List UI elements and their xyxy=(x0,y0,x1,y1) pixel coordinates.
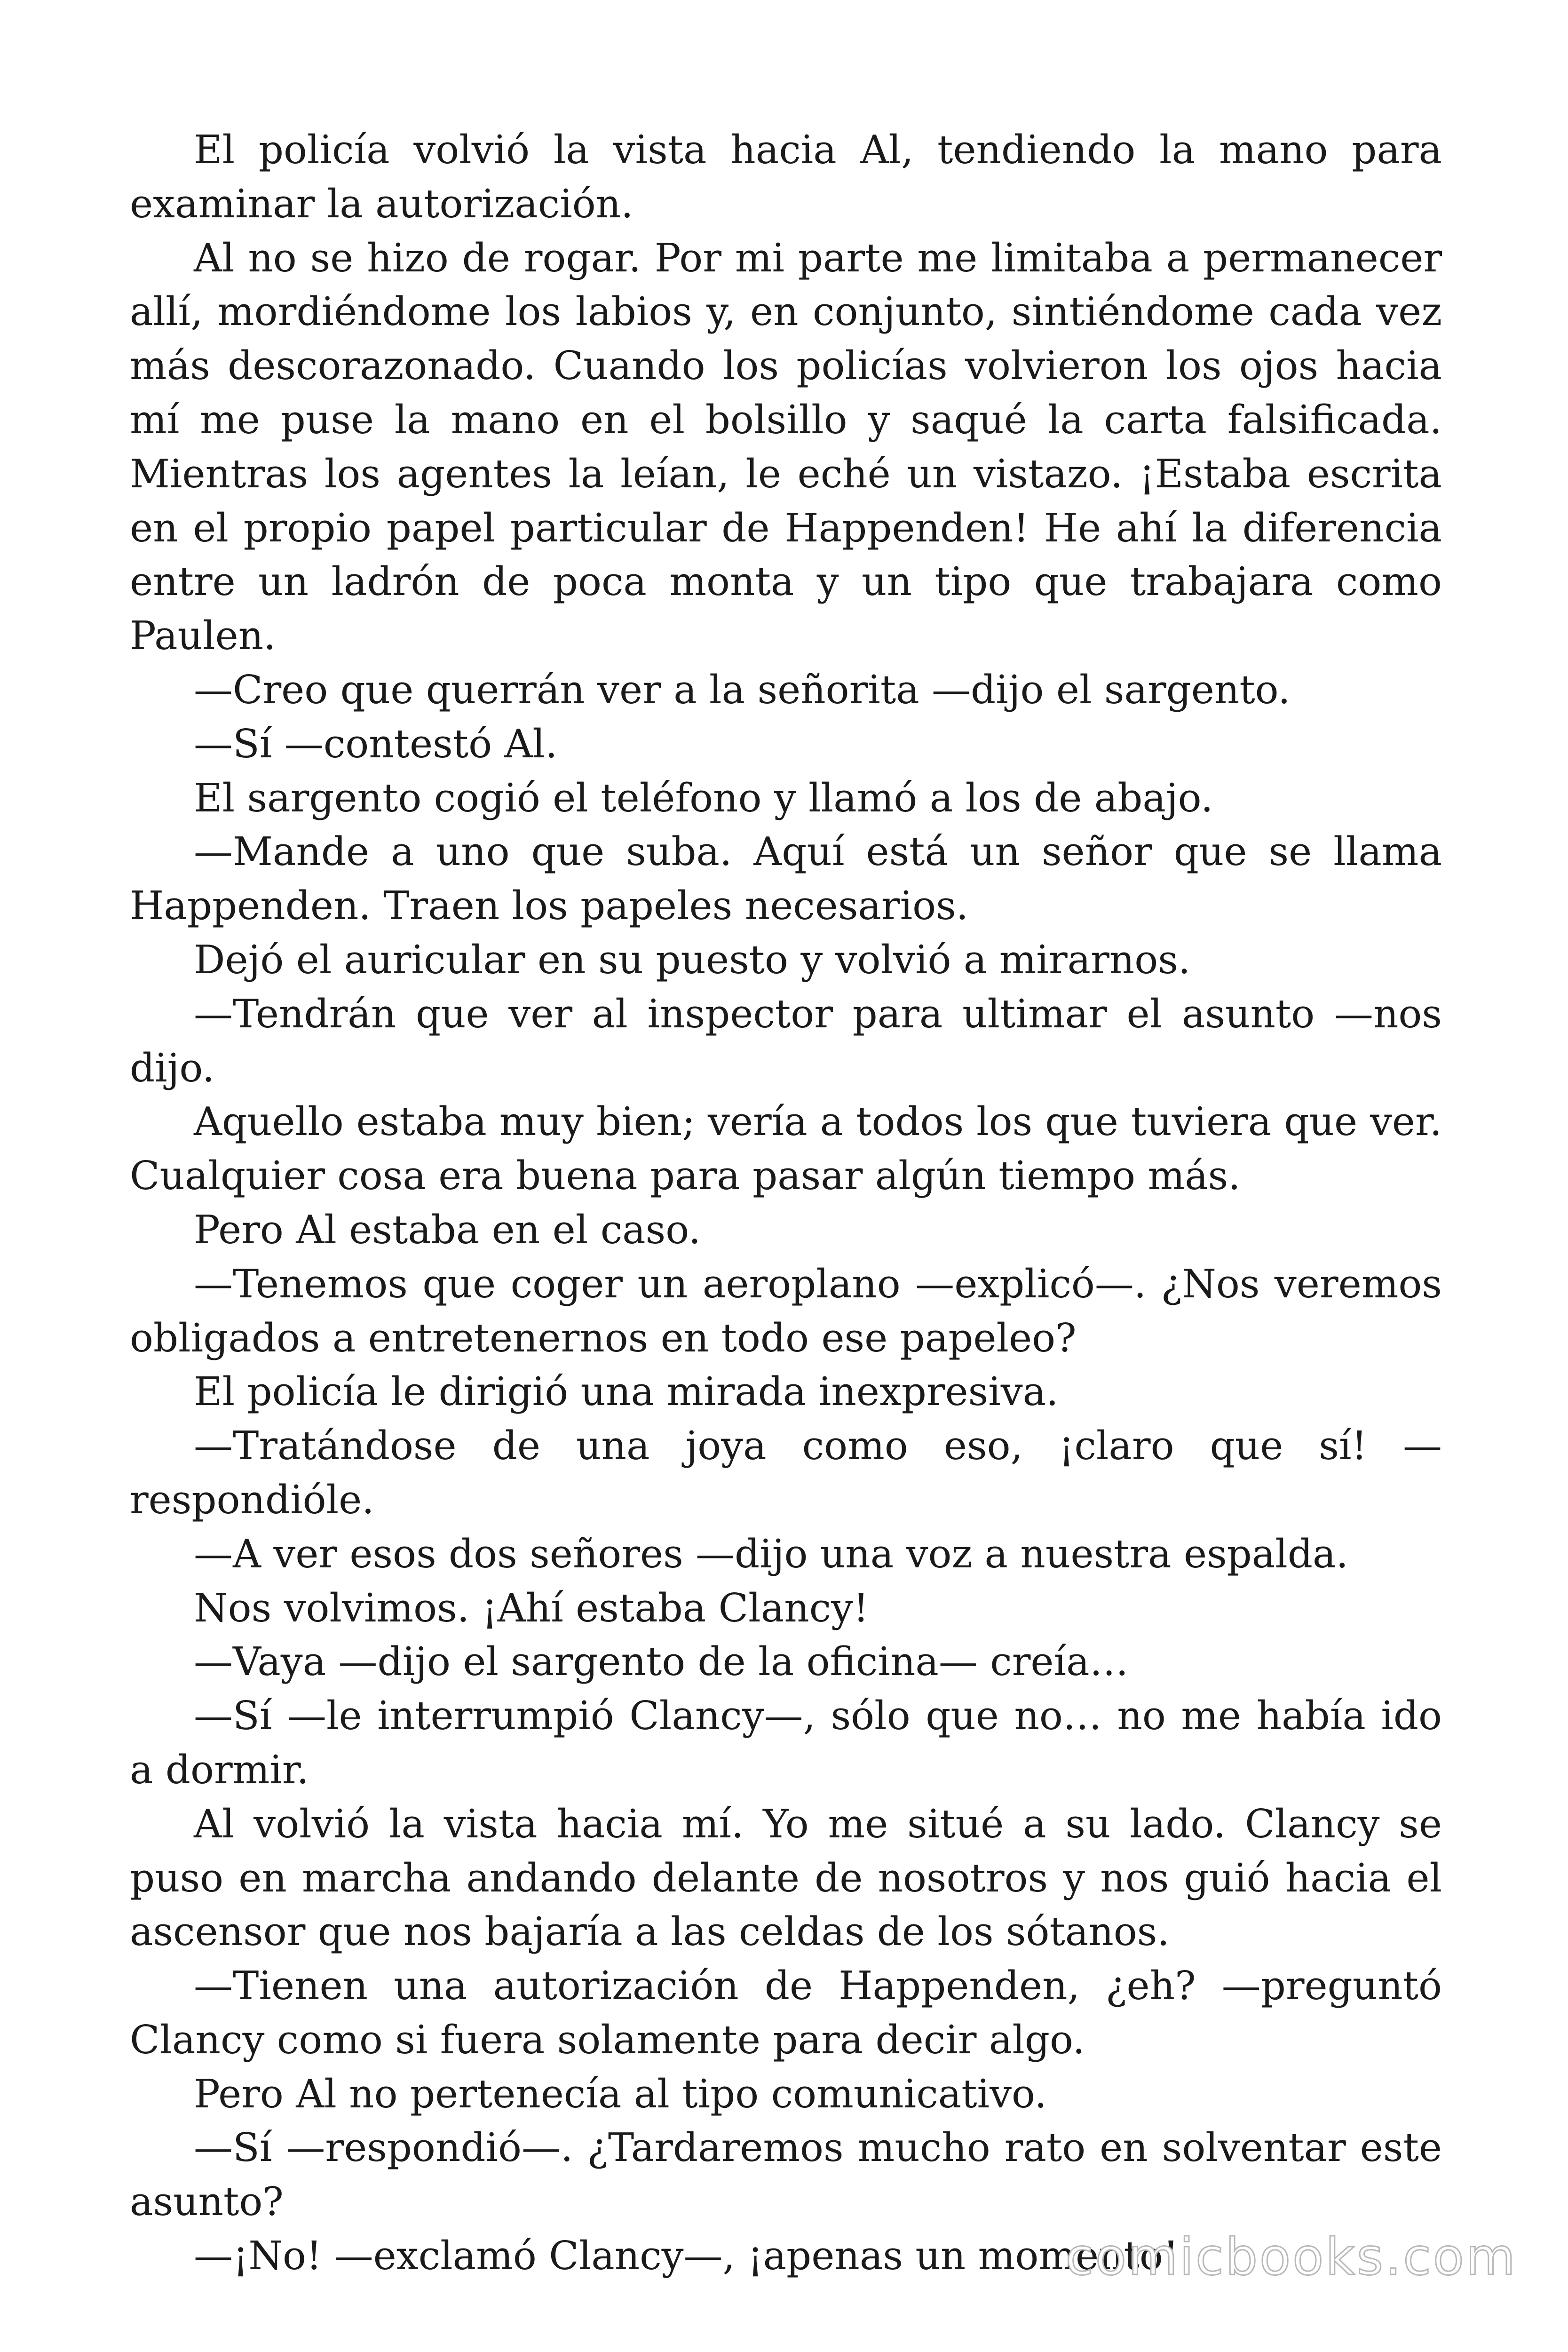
paragraph: —Vaya —dijo el sargento de la oficina— creía… xyxy=(194,1639,1129,1685)
paragraph: —Tratándose de una joya como eso, ¡claro que sí! —respondióle. xyxy=(130,1423,1442,1523)
paragraph: —Mande a uno que suba. Aquí está un señor que se llama Happenden. Traen los papeles necesarios. xyxy=(130,829,1442,929)
paragraph: —Tienen una autorización de Happenden, ¿eh? —preguntó Clancy como si fuera solamente para decir algo. xyxy=(130,1963,1442,2063)
paragraph: —Sí —contestó Al. xyxy=(194,721,558,767)
paragraph: —A ver esos dos señores —dijo una voz a nuestra espalda. xyxy=(194,1531,1348,1577)
paragraph: Aquello estaba muy bien; vería a todos los que tuviera que ver. Cualquier cosa era buena para pasar algún tiempo más. xyxy=(130,1099,1442,1199)
body-text xyxy=(130,123,1442,2283)
paragraph: Nos volvimos. ¡Ahí estaba Clancy! xyxy=(194,1585,869,1631)
paragraph: —¡No! —exclamó Clancy—, ¡apenas un momento! xyxy=(194,2233,1179,2279)
paragraph: —Creo que querrán ver a la señorita —dijo el sargento. xyxy=(194,667,1291,713)
paragraph: —Tenemos que coger un aeroplano —explicó—. ¿Nos veremos obligados a entretenernos en todo ese papeleo? xyxy=(130,1261,1442,1361)
paragraph: Pero Al estaba en el caso. xyxy=(194,1207,701,1253)
watermark: comicbooks.com xyxy=(1065,2228,1517,2287)
paragraph: —Sí —respondió—. ¿Tardaremos mucho rato en solventar este asunto? xyxy=(130,2125,1442,2225)
paragraph: El policía volvió la vista hacia Al, tendiendo la mano para examinar la autorización. xyxy=(130,127,1442,227)
paragraph: Al no se hizo de rogar. Por mi parte me limitaba a permanecer allí, mordiéndome los labios y, en conjunto, sintiéndome cada vez más descorazonado. Cuando los policías volvieron los ojos hacia mí me puse la mano en el bolsillo y saqué la carta falsificada. Mientras los agentes la leían, le eché un vistazo. ¡Estaba escrita en el propio papel particular de Happenden! He ahí la diferencia entre un ladrón de poca monta y un tipo que trabajara como Paulen. xyxy=(130,235,1442,659)
paragraph: Dejó el auricular en su puesto y volvió a mirarnos. xyxy=(194,937,1191,983)
paragraph: —Tendrán que ver al inspector para ultimar el asunto —nos dijo. xyxy=(130,991,1442,1091)
paragraph: El sargento cogió el teléfono y llamó a los de abajo. xyxy=(194,775,1213,821)
paragraph: Pero Al no pertenecía al tipo comunicativo. xyxy=(194,2071,1047,2117)
paragraph: El policía le dirigió una mirada inexpresiva. xyxy=(194,1369,1059,1415)
paragraph: —Sí —le interrumpió Clancy—, sólo que no… no me había ido a dormir. xyxy=(130,1693,1442,1793)
paragraph: Al volvió la vista hacia mí. Yo me situé a su lado. Clancy se puso en marcha andando delante de nosotros y nos guió hacia el ascensor que nos bajaría a las celdas de los sótanos. xyxy=(130,1801,1442,1955)
